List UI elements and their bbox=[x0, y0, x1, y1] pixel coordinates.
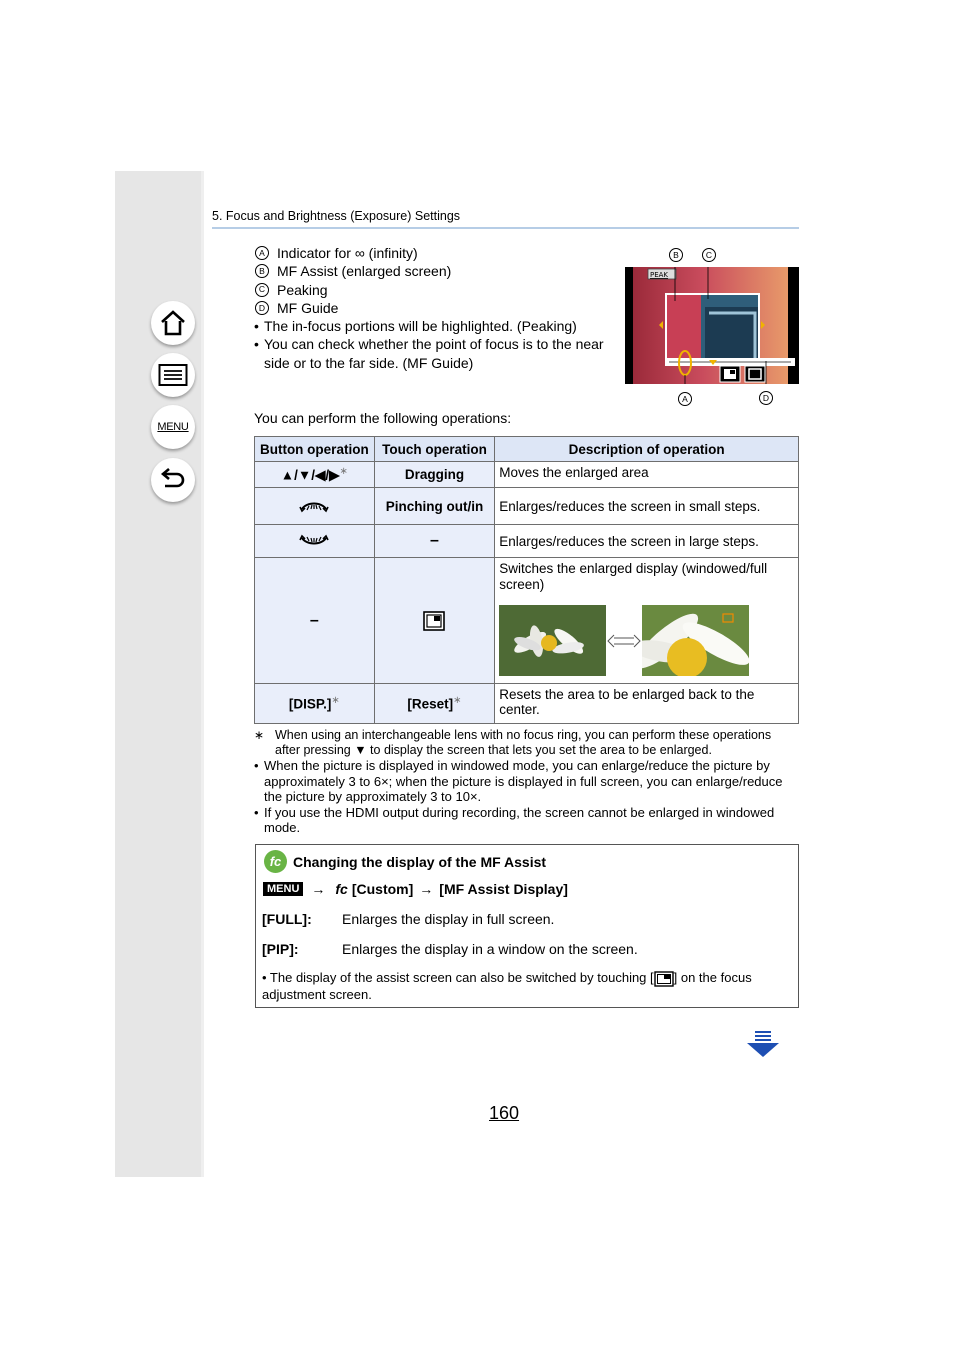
legend-text: MF Assist (enlarged screen) bbox=[277, 263, 452, 280]
column-header: Button operation bbox=[255, 437, 375, 462]
marker-b: B bbox=[255, 264, 269, 278]
menu-path: MENU → fc [Custom] → [MF Assist Display] bbox=[263, 881, 568, 897]
contents-button[interactable] bbox=[151, 353, 195, 397]
menu-label: MENU bbox=[157, 421, 189, 433]
home-icon bbox=[159, 309, 187, 337]
double-arrow-icon bbox=[607, 633, 641, 649]
legend-item bbox=[254, 299, 614, 317]
touch-operation: [Reset]∗ bbox=[374, 684, 495, 724]
footnote: ∗ When using an interchangeable lens with no focus ring, you can perform these operations after pressing ▼ to display the screen that lets you set the area to be enlarged. bbox=[254, 728, 772, 757]
window-toggle-icon[interactable] bbox=[423, 611, 445, 631]
operation-description bbox=[495, 558, 799, 684]
touch-operation: Pinching out/in bbox=[374, 488, 495, 525]
arrow: → bbox=[419, 881, 434, 897]
button-operation: [DISP.]∗ bbox=[255, 684, 375, 724]
touch-operation bbox=[374, 558, 495, 684]
custom-menu-icon: fc bbox=[264, 850, 287, 873]
note-bullet: • If you use the HDMI output during recording, the screen cannot be enlarged in windowed mode. bbox=[254, 804, 775, 835]
table-row bbox=[255, 684, 799, 724]
intro-text: You can perform the following operations: bbox=[254, 410, 512, 426]
marker-a: A bbox=[255, 246, 269, 260]
header-rule bbox=[212, 227, 799, 229]
option-pip: [PIP]: Enlarges the display in a window on the screen. bbox=[262, 941, 638, 957]
touch-operation: Dragging bbox=[374, 462, 495, 488]
button-operation: – bbox=[255, 558, 375, 684]
operation-description: Enlarges/reduces the screen in small steps. bbox=[495, 488, 799, 525]
column-header: Touch operation bbox=[374, 437, 495, 462]
operation-description: Moves the enlarged area bbox=[495, 462, 799, 488]
next-page-arrow-icon[interactable] bbox=[746, 1030, 780, 1058]
section-header: 5. Focus and Brightness (Exposure) Settings bbox=[212, 209, 461, 223]
option-full: [FULL]: Enlarges the display in full screen. bbox=[262, 911, 555, 927]
legend-item bbox=[254, 244, 614, 262]
button-operation: ▲/▼/◀/▶∗ bbox=[255, 462, 375, 488]
table-row bbox=[255, 488, 799, 525]
legend-text: MF Guide bbox=[277, 299, 339, 316]
back-button[interactable] bbox=[151, 458, 195, 502]
mf-assist-display-box bbox=[255, 844, 799, 1008]
custom-icon: fc bbox=[335, 881, 348, 897]
arrow: → bbox=[311, 881, 326, 897]
operation-description: Enlarges/reduces the screen in large steps. bbox=[495, 525, 799, 558]
menu-button[interactable] bbox=[151, 405, 195, 449]
callout-c: C bbox=[702, 248, 716, 262]
peak-indicator: PEAK bbox=[650, 271, 669, 279]
box-title: fc Changing the display of the MF Assist bbox=[264, 850, 546, 873]
display-examples bbox=[499, 605, 794, 676]
marker-c: C bbox=[255, 283, 269, 297]
legend-item bbox=[254, 281, 614, 299]
notes bbox=[254, 728, 799, 836]
button-operation bbox=[255, 488, 375, 525]
legend-bullet: • The in-focus portions will be highlighted. (Peaking) bbox=[254, 318, 577, 335]
marker-d: D bbox=[255, 301, 269, 315]
legend-text: Peaking bbox=[277, 281, 328, 298]
description-text: Switches the enlarged display (windowed/full screen) bbox=[499, 561, 768, 592]
menu-tag: MENU bbox=[263, 882, 303, 896]
column-header: Description of operation bbox=[495, 437, 799, 462]
table-row bbox=[255, 462, 799, 488]
callout-a: A bbox=[678, 392, 692, 406]
note-bullet: • When the picture is displayed in windowed mode, you can enlarge/reduce the picture by approximately 3 to 6×; when the picture is displayed in full screen, you can enlarge/reduce the picture by approximately 3 to 10×. bbox=[254, 758, 783, 804]
windowed-display-image bbox=[499, 605, 606, 676]
window-toggle-icon bbox=[654, 971, 674, 987]
sidebar-divider bbox=[201, 171, 204, 1177]
page-number: 160 bbox=[489, 1103, 520, 1123]
table-header-row bbox=[255, 437, 799, 462]
table-row bbox=[255, 558, 799, 684]
camera-screen-illustration bbox=[625, 267, 799, 384]
box-note: • The display of the assist screen can also be switched by touching [ ] on the focus adjustment screen. bbox=[262, 970, 752, 1002]
operation-description: Resets the area to be enlarged back to the center. bbox=[495, 684, 799, 724]
return-icon bbox=[159, 466, 187, 494]
operations-table bbox=[254, 436, 799, 724]
home-button[interactable] bbox=[151, 301, 195, 345]
legend bbox=[254, 244, 614, 372]
legend-text: Indicator for ∞ (infinity) bbox=[277, 245, 418, 261]
touch-operation: – bbox=[374, 525, 495, 558]
dial-zoom-icon bbox=[298, 495, 330, 517]
table-row bbox=[255, 525, 799, 558]
legend-bullet: • You can check whether the point of focus is to the near side or to the far side. (MF Guide) bbox=[254, 336, 604, 371]
full-screen-display-image bbox=[642, 605, 749, 676]
callout-d: D bbox=[759, 391, 773, 405]
callout-b: B bbox=[669, 248, 683, 262]
legend-item bbox=[254, 262, 614, 280]
dial-zoom-large-icon bbox=[298, 530, 330, 552]
list-icon bbox=[158, 363, 188, 387]
button-operation bbox=[255, 525, 375, 558]
